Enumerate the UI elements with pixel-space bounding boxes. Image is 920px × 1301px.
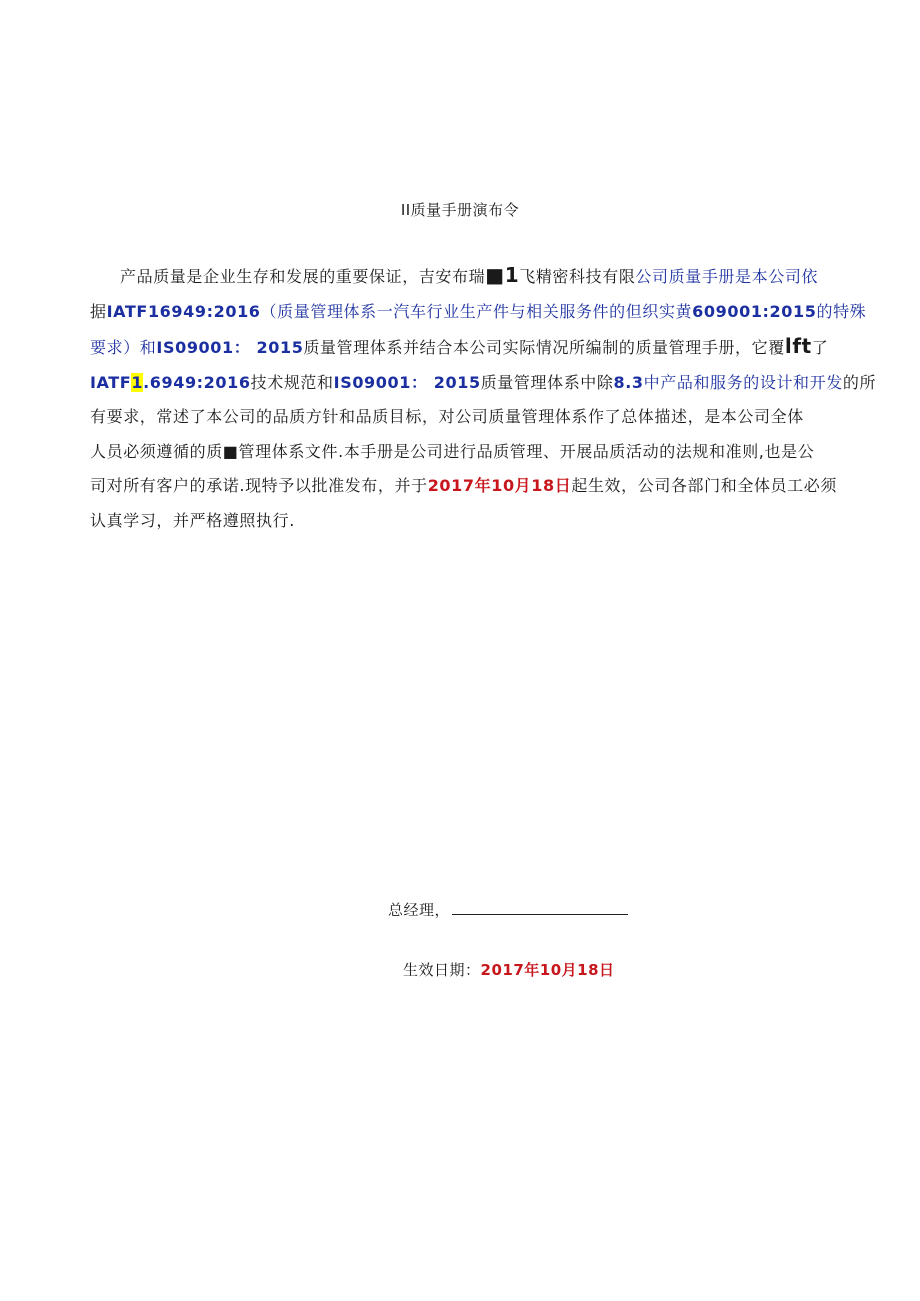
text-segment: 技术规范和: [250, 372, 334, 392]
text-segment: 公司质量手册是本公司依: [635, 267, 819, 286]
signature-line: [452, 900, 628, 915]
text-segment: 产品质量是企业生存和发展的重要保证，吉安布瑞: [120, 267, 486, 286]
text-segment: lft: [784, 334, 812, 358]
standard-ref: IATF16949:2016: [106, 301, 261, 321]
text-segment: 要求）和: [90, 338, 157, 357]
text-segment: 了: [811, 338, 829, 357]
text-segment: 中产品和服务的设计和开发: [643, 372, 843, 392]
text-segment: 据: [90, 301, 107, 321]
paragraph-line-1: [90, 258, 835, 295]
text-segment: 质量管理体系中除: [480, 372, 614, 392]
effective-date-inline: 2017年10月18日: [427, 476, 572, 495]
text-segment: ■1: [485, 263, 520, 287]
standard-ref: 609001:2015: [692, 301, 817, 321]
paragraph-line-5: 有要求，常述了本公司的品质方针和品质目标，对公司质量管理体系作了总体描述，是本公司全体: [90, 407, 804, 426]
text-segment: 质量管理体系并结合本公司实际情况所编制的质量管理手册，它覆: [303, 338, 785, 357]
clause-ref: 8.3: [613, 372, 644, 392]
standard-ref: IATF: [90, 372, 132, 392]
paragraph-line-6: 人员必须遵循的质■管理体系文件.本手册是公司进行品质管理、开展品质活动的法规和准则,也是公: [90, 441, 815, 461]
text-segment: 的特殊: [816, 301, 867, 321]
paragraph-line-2: [90, 295, 867, 330]
paragraph-line-4: [90, 366, 877, 401]
text-segment: 飞精密科技有限: [519, 267, 636, 286]
paragraph-line-7: [90, 469, 835, 504]
paragraph-line-3: [90, 329, 835, 366]
text-segment: 司对所有客户的承诺.现特予以批准发布，并于: [90, 476, 428, 495]
text-segment: 起生效，公司各部门和全体员工必须: [571, 476, 837, 495]
standard-ref: IS09001： 2015: [156, 338, 304, 357]
effective-date-value: 2017年10月18日: [480, 961, 615, 979]
effective-date-label: 生效日期：: [403, 961, 481, 979]
paragraph-line-8: 认真学习，并严格遵照执行.: [90, 510, 295, 530]
standard-ref: IS09001： 2015: [333, 372, 481, 392]
standard-ref: .6949:2016: [143, 372, 251, 392]
signature-block: [388, 899, 628, 921]
document-title: II质量手册演布令: [400, 201, 520, 219]
highlighted-char: 1: [131, 372, 144, 392]
signature-label: 总经理，: [388, 901, 451, 919]
text-segment: 的所: [842, 372, 877, 392]
text-segment: （质量管理体系一汽车行业生产件与相关服务件的但织实黄: [260, 301, 693, 321]
effective-date-block: [403, 959, 615, 981]
promulgation-paragraph: [90, 258, 877, 538]
